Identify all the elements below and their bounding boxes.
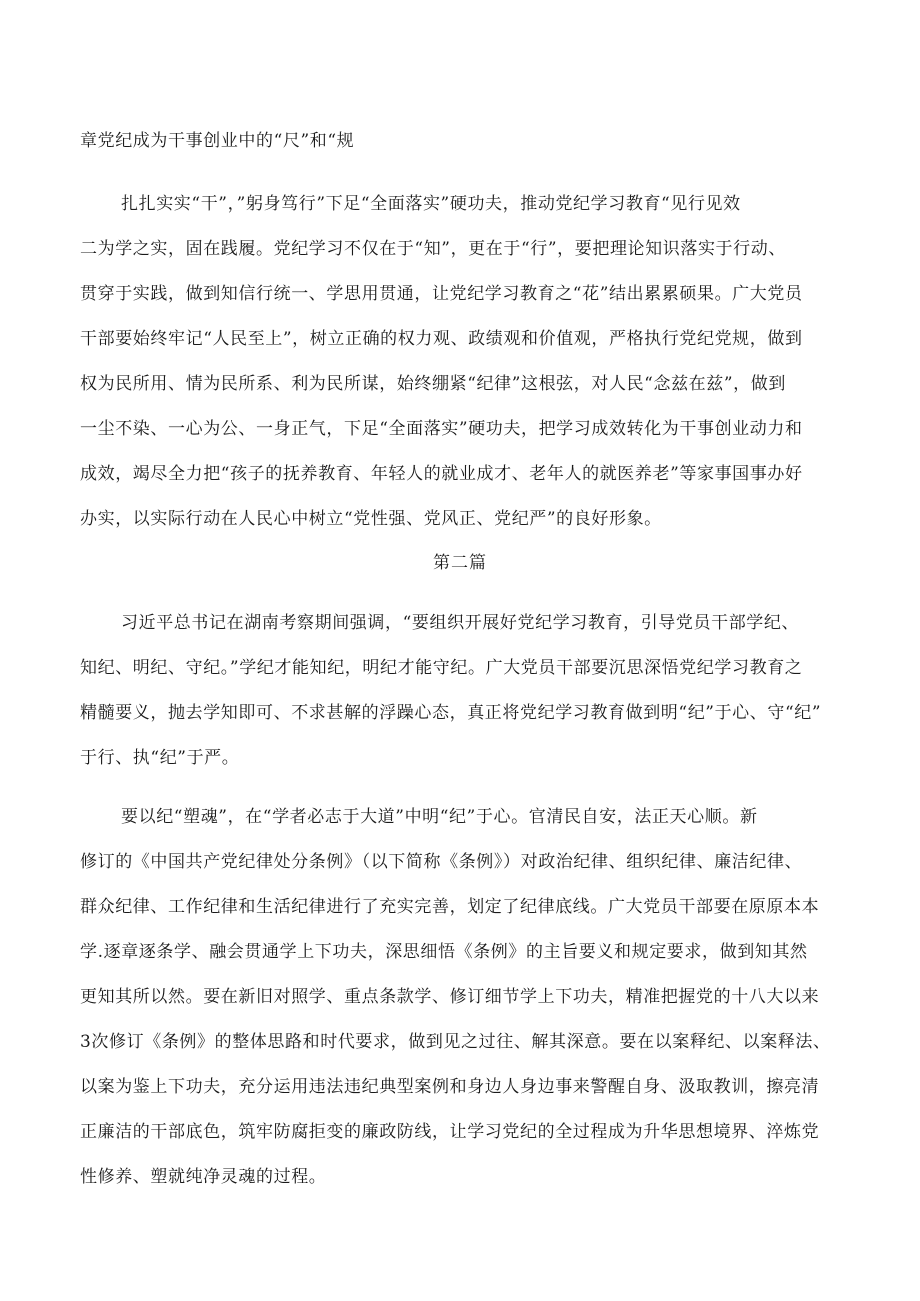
paragraph-line: 扎扎实实“干”，”躬身笃行”下足“全面落实”硬功夫，推动党纪学习教育“见行见效	[121, 194, 741, 214]
paragraph-line: 于行、执“纪”于严。	[80, 748, 240, 768]
paragraph-line: 以案为鉴上下功夫，充分运用违法违纪典型案例和身边人身边事来警醒自身、汲取教训，擦亮清	[80, 1077, 820, 1097]
paragraph-line: 学.逐章逐条学、融会贯通学上下功夫，深思细悟《条例》的主旨要义和规定要求，做到知其然	[80, 942, 808, 962]
paragraph-line: 正廉洁的干部底色，筑牢防腐拒变的廉政防线，让学习党纪的全过程成为升华思想境界、淬炼党	[80, 1122, 820, 1142]
paragraph-line: 干部要始终牢记“人民至上”，树立正确的权力观、政绩观和价值观，严格执行党纪党规，做到	[80, 329, 803, 349]
paragraph-line: 贯穿于实践，做到知信行统一、学思用贯通，让党纪学习教育之“花”结出累累硕果。广大党员	[80, 284, 803, 304]
paragraph-line: 办实，以实际行动在人民心中树立“党性强、党风正、党纪严”的良好形象。	[80, 509, 662, 529]
paragraph-line: 更知其所以然。要在新旧对照学、重点条款学、修订细节学上下功夫，精准把握党的十八大以来	[80, 987, 820, 1007]
intro-line: 章党纪成为干事创业中的“尺”和“规	[80, 131, 355, 151]
paragraph-line: 3次修订《条例》的整体思路和时代要求，做到见之过往、解其深意。要在以案释纪、以案释法、	[80, 1032, 831, 1052]
paragraph-line: 权为民所用、情为民所系、利为民所谋，始终绷紧“纪律”这根弦，对人民“念兹在兹”，做到	[80, 374, 786, 394]
paragraph-line: 习近平总书记在湖南考察期间强调，“要组织开展好党纪学习教育，引导党员干部学纪、	[121, 613, 800, 633]
paragraph-line: 成效，竭尽全力把“孩子的抚养教育、年轻人的就业成才、老年人的就医养老”等家事国事办好	[80, 464, 803, 484]
paragraph-line: 一尘不染、一心为公、一身正气，下足“全面落实”硬功夫，把学习成效转化为干事创业动力和	[80, 419, 803, 439]
paragraph-line: 知纪、明纪、守纪。”学纪才能知纪，明纪才能守纪。广大党员干部要沉思深悟党纪学习教育之	[80, 658, 803, 678]
paragraph-line: 要以纪“塑魂”，在“学者必志于大道”中明“纪”于心。官清民自安，法正天心顺。新	[121, 807, 758, 827]
paragraph-line: 二为学之实，固在践履。党纪学习不仅在于“知”，更在于“行”，要把理论知识落实于行动、	[80, 239, 786, 259]
paragraph-line: 性修养、塑就纯净灵魂的过程。	[80, 1167, 327, 1187]
paragraph-line: 群众纪律、工作纪律和生活纪律进行了充实完善，划定了纪律底线。广大党员干部要在原原本本	[80, 897, 820, 917]
section-heading: 第二篇	[433, 553, 487, 573]
paragraph-line: 精髓要义，抛去学知即可、不求甚解的浮躁心态，真正将党纪学习教育做到明“纪”于心、守“纪”	[80, 703, 822, 723]
paragraph-line: 修订的《中国共产党纪律处分条例》（以下简称《条例》）对政治纪律、组织纪律、廉洁纪律、	[80, 852, 803, 872]
